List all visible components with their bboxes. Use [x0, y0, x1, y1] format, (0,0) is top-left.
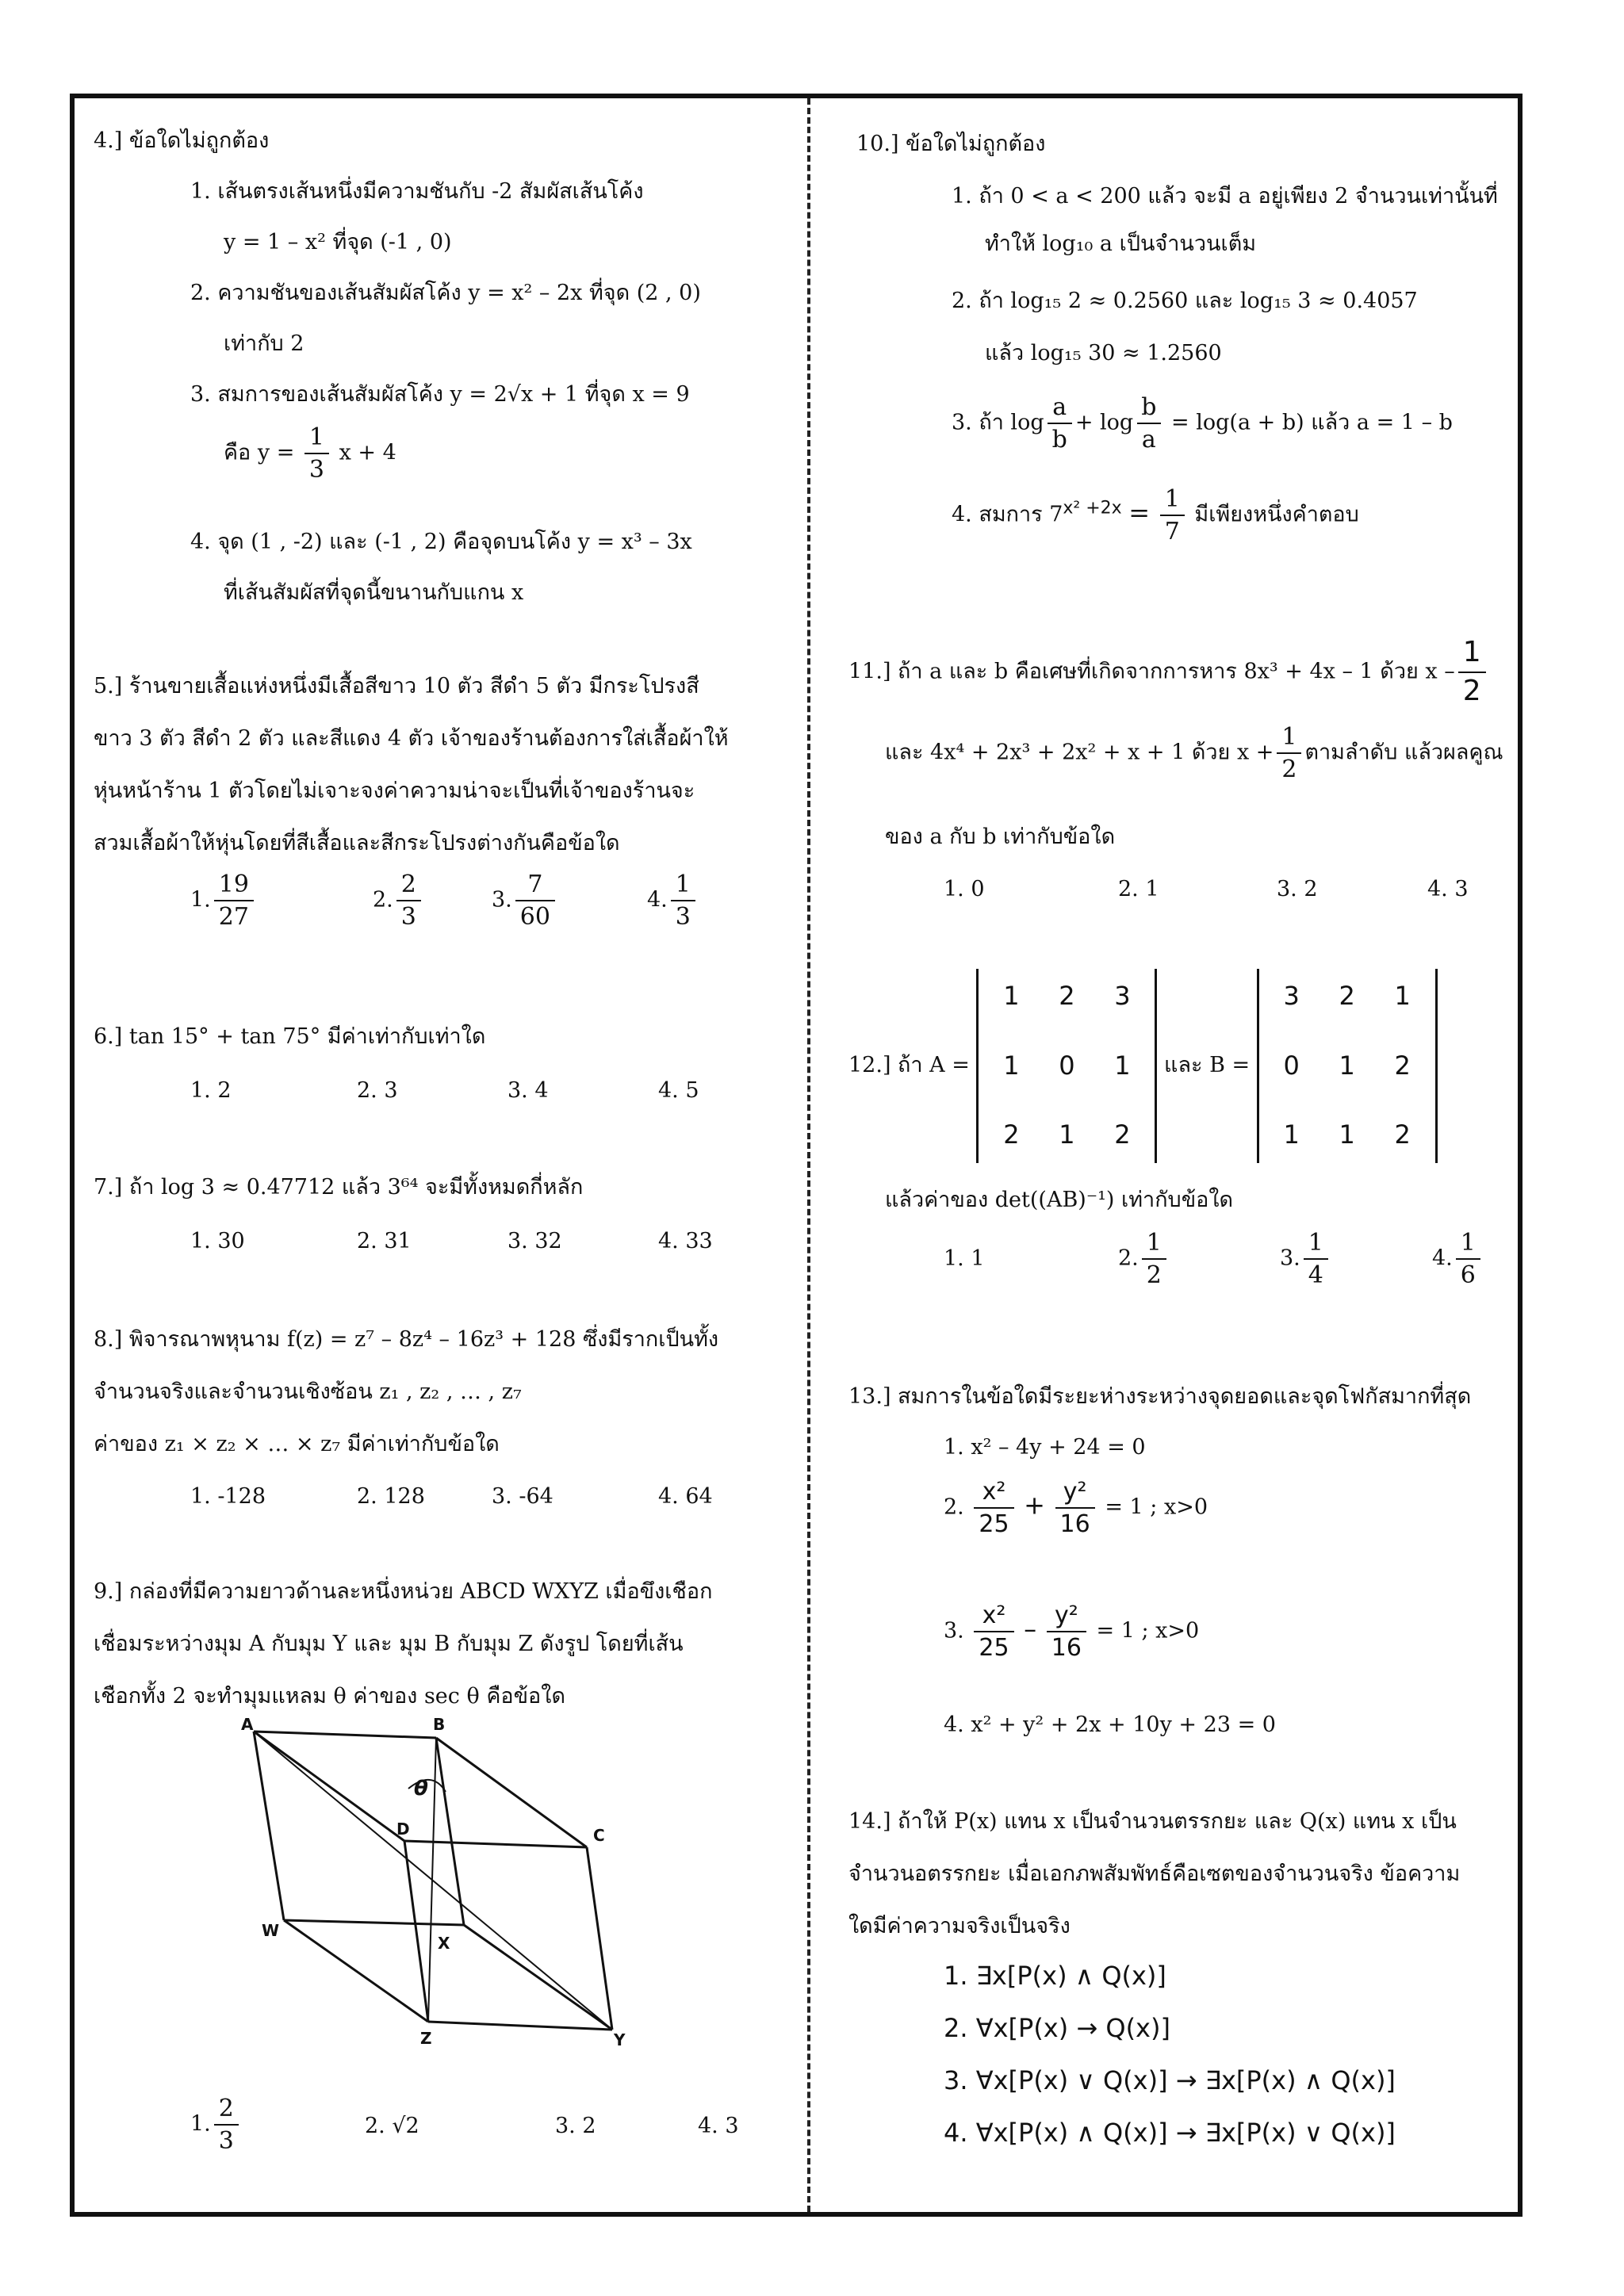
q13-option-1: 1. x² – 4y + 24 = 0 [944, 1435, 1146, 1460]
matrix-A-cell: 1 [1114, 1050, 1131, 1081]
q5-option-2 [373, 869, 424, 932]
q10-c4-pre: 4. สมการ 7 [952, 502, 1063, 527]
q6-option-3: 3. 4 [508, 1078, 549, 1103]
q11-line-3: ของ a กับ b เท่ากับข้อใด [885, 825, 1116, 849]
q14-line-1: 14.] ถ้าให้ P(x) แทน x เป็นจำนวนตรรกยะ และ Q(x) แทน x เป็น [848, 1809, 1457, 1834]
q10-choice-2: 2. ถ้า log₁₅ 2 ≈ 0.2560 และ log₁₅ 3 ≈ 0.4057 [952, 289, 1418, 313]
q4-c3-prefix: คือ y = [224, 440, 295, 465]
q11-option-4: 4. 3 [1427, 877, 1469, 901]
q5-option-1 [190, 869, 257, 932]
q9-option-4: 4. 3 [698, 2114, 739, 2138]
q11-option-2: 2. 1 [1118, 877, 1159, 901]
q14-option-4: 4. ∀x[P(x) ∧ Q(x)] → ∃x[P(x) ∨ Q(x)] [944, 2118, 1396, 2148]
q5-o2-den: 3 [396, 900, 421, 932]
q11-l1-text: 11.] ถ้า a และ b คือเศษที่เกิดจากการหาร 8x³ + 4x – 1 ด้วย x – [848, 659, 1455, 684]
q11-l1-den: 2 [1458, 672, 1486, 710]
matrix-A-cell: 2 [1003, 1119, 1020, 1150]
vertex-label-A: A [241, 1715, 254, 1734]
q9-line-3: เชือกทั้ง 2 จะทำมุมแหลม θ ค่าของ sec θ คือข้อใด [94, 1684, 565, 1709]
q8-option-2: 2. 128 [357, 1484, 425, 1509]
q4-heading: 4.] ข้อใดไม่ถูกต้อง [94, 128, 270, 153]
q5-o4-num: 1 [675, 871, 691, 898]
q12-o2-label: 2. [1118, 1246, 1139, 1271]
q5-option-4 [647, 869, 699, 932]
matrix-B-cell: 2 [1394, 1050, 1411, 1081]
q5-line-2: ขาว 3 ตัว สีดำ 2 ตัว และสีแดง 4 ตัว เจ้าของร้านต้องการใส่เสื้อผ้าให้ [94, 726, 729, 751]
q13-o3-d2: 16 [1047, 1631, 1086, 1663]
column-divider [807, 98, 810, 2212]
matrix-A-cell: 1 [1003, 981, 1020, 1011]
vertex-label-B: B [433, 1715, 446, 1734]
box-edge [404, 1841, 587, 1847]
q12-o4-frac [1456, 1227, 1480, 1291]
q8-option-1: 1. -128 [190, 1484, 266, 1509]
q10-c3-mid: + log [1074, 410, 1134, 435]
matrix-A-cell: 0 [1059, 1050, 1075, 1081]
q6-option-4: 4. 5 [658, 1078, 699, 1103]
q13-o3-d1: 25 [974, 1631, 1013, 1663]
q11-l1-frac [1458, 634, 1486, 710]
matrix-B-cell: 1 [1283, 1119, 1300, 1150]
q11-l2-frac [1277, 721, 1301, 785]
q11-option-1: 1. 0 [944, 877, 985, 901]
q10-c4-exponent: x² +2x [1063, 498, 1122, 519]
q5-line-1: 5.] ร้านขายเสื้อแห่งหนึ่งมีเสื้อสีขาว 10 ตัว สีดำ 5 ตัว มีกระโปรงสี [94, 674, 699, 698]
q10-c3-frac-2 [1136, 392, 1161, 455]
q9-line-2: เชื่อมระหว่างมุม A กับมุม Y และ มุม B กับมุม Z ดังรูป โดยที่เส้น [94, 1632, 684, 1656]
q8-option-3: 3. -64 [492, 1484, 553, 1509]
q8-line-3: ค่าของ z₁ × z₂ × … × z₇ มีค่าเท่ากับข้อใด [94, 1432, 500, 1456]
q5-o4-frac [671, 869, 695, 932]
q12-o3-num: 1 [1308, 1229, 1323, 1257]
q13-o3-n2: y² [1054, 1601, 1078, 1629]
matrix-A-cell: 1 [1059, 1119, 1075, 1150]
q7-option-3: 3. 32 [508, 1229, 562, 1253]
q9-o1-frac [214, 2093, 239, 2156]
q6-option-2: 2. 3 [357, 1078, 398, 1103]
q10-c3-f2-den: a [1137, 423, 1161, 455]
box-edge [464, 1925, 612, 2030]
q4-choice-2: 2. ความชันของเส้นสัมผัสโค้ง y = x² – 2x ที่จุด (2 , 0) [190, 281, 701, 305]
q5-o4-label: 4. [647, 887, 668, 913]
q10-choice-1-cont: ทำให้ log₁₀ a เป็นจำนวนเต็ม [985, 232, 1257, 256]
matrix-B-cell: 2 [1339, 981, 1355, 1011]
q4-c3-den: 3 [304, 453, 329, 485]
q12-o2-den: 2 [1142, 1258, 1166, 1291]
q13-o2-post: = 1 ; x>0 [1105, 1494, 1208, 1520]
box-edge [254, 1732, 404, 1841]
vertex-label-C: C [593, 1826, 605, 1845]
matrix-B-cell: 1 [1339, 1119, 1355, 1150]
q4-c3-suffix: x + 4 [339, 440, 396, 465]
q10-choice-1: 1. ถ้า 0 < a < 200 แล้ว จะมี a อยู่เพียง 2 จำนวนเท่านั้นที่ [952, 184, 1498, 209]
q12-option-4 [1432, 1227, 1484, 1291]
q10-c4-equals: = [1128, 497, 1151, 528]
vertex-label-Y: Y [614, 2030, 626, 2049]
q13-option-3 [944, 1600, 1199, 1663]
q10-c4-frac [1160, 484, 1185, 547]
q11-l2-den: 2 [1277, 752, 1301, 785]
q14-option-1: 1. ∃x[P(x) ∧ Q(x)] [944, 1961, 1166, 1991]
q12-option-1: 1. 1 [944, 1246, 985, 1271]
q13-o2-label: 2. [944, 1494, 964, 1520]
q12-option-2 [1118, 1227, 1170, 1291]
matrix-A-cell: 1 [1003, 1050, 1020, 1081]
q11-l1-num: 1 [1462, 636, 1481, 668]
q4-choice-3-cont [224, 422, 396, 485]
q14-option-3: 3. ∀x[P(x) ∨ Q(x)] → ∃x[P(x) ∧ Q(x)] [944, 2065, 1396, 2095]
q13-o3-op: – [1024, 1613, 1037, 1644]
q5-o1-den: 27 [214, 900, 254, 932]
box-edge [284, 1920, 428, 2022]
q5-o1-label: 1. [190, 887, 211, 913]
q8-line-1: 8.] พิจารณาพหุนาม f(z) = z⁷ – 8z⁴ – 16z³ + 128 ซึ่งมีรากเป็นทั้ง [94, 1327, 719, 1352]
q12-prefix: 12.] ถ้า A = [848, 1052, 970, 1077]
box-edge [428, 2022, 612, 2030]
q14-line-3: ใดมีค่าความจริงเป็นจริง [848, 1914, 1071, 1938]
matrix-B [1257, 969, 1438, 1163]
box-edge [254, 1732, 284, 1920]
q8-line-2: จำนวนจริงและจำนวนเชิงซ้อน z₁ , z₂ , … , z₇ [94, 1380, 522, 1404]
q9-line-1: 9.] กล่องที่มีความยาวด้านละหนึ่งหน่วย ABCD WXYZ เมื่อขึงเชือก [94, 1579, 713, 1604]
q5-line-3: หุ่นหน้าร้าน 1 ตัวโดยไม่เจาะจงค่าความน่าจะเป็นที่เจ้าของร้านจะ [94, 779, 695, 803]
q5-line-4: สวมเสื้อผ้าให้หุ่นโดยที่สีเสื้อและสีกระโปรงต่างกันคือข้อใด [94, 831, 620, 855]
q5-o2-num: 2 [400, 871, 416, 898]
q13-o2-frac-1 [974, 1476, 1013, 1540]
q10-choice-2-cont: แล้ว log₁₅ 30 ≈ 1.2560 [985, 341, 1222, 365]
q13-o2-frac-2 [1055, 1476, 1095, 1540]
q13-heading: 13.] สมการในข้อใดมีระยะห่างระหว่างจุดยอดและจุดโฟกัสมากที่สุด [848, 1384, 1472, 1409]
q5-o3-num: 7 [527, 871, 543, 898]
q13-o3-frac-1 [974, 1600, 1013, 1663]
q10-choice-3 [952, 392, 1453, 455]
box-edge [436, 1738, 587, 1847]
q11-l2-text: และ 4x⁴ + 2x³ + 2x² + x + 1 ด้วย x + [885, 740, 1274, 765]
q13-o2-d2: 16 [1055, 1507, 1095, 1540]
q12-o4-num: 1 [1460, 1229, 1476, 1257]
q10-c3-f1-num: a [1052, 393, 1067, 421]
q4-choice-4: 4. จุด (1 , -2) และ (-1 , 2) คือจุดบนโค้ง y = x³ – 3x [190, 530, 692, 554]
q10-c4-den: 7 [1160, 515, 1185, 547]
q4-choice-4-cont: ที่เส้นสัมผัสที่จุดนี้ขนานกับแกน x [224, 580, 524, 605]
q9-box-diagram [238, 1712, 650, 2061]
q12-o2-frac [1142, 1227, 1166, 1291]
q14-line-2: จำนวนอตรรกยะ เมื่อเอกภพสัมพัทธ์คือเซตของจำนวนจริง ข้อความ [848, 1862, 1461, 1886]
q13-option-2 [944, 1476, 1208, 1540]
q9-o1-num: 2 [218, 2095, 234, 2122]
vertex-label-X: X [438, 1934, 450, 1953]
q10-choice-4 [952, 484, 1359, 547]
q5-o1-frac [214, 869, 254, 932]
matrix-A-cell: 2 [1114, 1119, 1131, 1150]
q12-mid: และ B = [1164, 1052, 1251, 1077]
q12-o3-den: 4 [1304, 1258, 1328, 1291]
matrix-B-cell: 0 [1283, 1050, 1300, 1081]
q10-c3-f1-den: b [1048, 423, 1072, 455]
q11-line-1 [848, 634, 1489, 710]
q10-c4-num: 1 [1164, 485, 1180, 513]
q13-o2-d1: 25 [974, 1507, 1013, 1540]
q7-option-2: 2. 31 [357, 1229, 412, 1253]
q4-choice-1-cont: y = 1 – x² ที่จุด (-1 , 0) [224, 230, 452, 254]
q5-o3-den: 60 [515, 900, 555, 932]
matrix-A-cell: 2 [1059, 981, 1075, 1011]
q4-choice-1: 1. เส้นตรงเส้นหนึ่งมีความชันกับ -2 สัมผัสเส้นโค้ง [190, 179, 644, 204]
box-edge [254, 1732, 436, 1738]
box-edge [404, 1841, 428, 2022]
q13-option-4: 4. x² + y² + 2x + 10y + 23 = 0 [944, 1712, 1276, 1737]
matrix-B-cell: 3 [1283, 981, 1300, 1011]
q4-choice-3: 3. สมการของเส้นสัมผัสโค้ง y = 2√x + 1 ที่จุด x = 9 [190, 382, 690, 407]
q5-option-3 [492, 869, 558, 932]
q11-option-3: 3. 2 [1277, 877, 1318, 901]
q9-o1-label: 1. [190, 2111, 211, 2137]
vertex-label-Z: Z [420, 2029, 432, 2048]
q13-o3-post: = 1 ; x>0 [1096, 1618, 1200, 1644]
q11-l2-num: 1 [1281, 723, 1297, 751]
q13-o3-frac-2 [1047, 1600, 1086, 1663]
q9-o1-den: 3 [214, 2124, 239, 2156]
matrix-B-cell: 2 [1394, 1119, 1411, 1150]
q11-line-2 [885, 721, 1503, 785]
q7-heading: 7.] ถ้า log 3 ≈ 0.47712 แล้ว 3⁶⁴ จะมีทั้งหมดกี่หลัก [94, 1175, 584, 1200]
q9-option-3: 3. 2 [555, 2114, 596, 2138]
q5-o3-frac [515, 869, 555, 932]
q5-o2-label: 2. [373, 887, 393, 913]
q6-option-1: 1. 2 [190, 1078, 232, 1103]
q14-option-2: 2. ∀x[P(x) → Q(x)] [944, 2013, 1170, 2043]
q8-option-4: 4. 64 [658, 1484, 713, 1509]
q13-o2-n1: x² [982, 1478, 1006, 1506]
q12-line-1 [848, 969, 1438, 1163]
q5-o4-den: 3 [671, 900, 695, 932]
box-edge [587, 1847, 612, 2030]
q7-option-1: 1. 30 [190, 1229, 245, 1253]
q12-option-3 [1280, 1227, 1331, 1291]
matrix-A [976, 969, 1157, 1163]
matrix-B-cell: 1 [1394, 981, 1411, 1011]
q12-o3-frac [1304, 1227, 1328, 1291]
string-A-Y [254, 1732, 612, 2030]
q12-o2-num: 1 [1146, 1229, 1162, 1257]
q13-o3-n1: x² [982, 1601, 1006, 1629]
matrix-B-cell: 1 [1339, 1050, 1355, 1081]
box-edge [284, 1920, 464, 1925]
vertex-label-D: D [396, 1820, 410, 1839]
q10-c4-post: มีเพียงหนึ่งคำตอบ [1194, 502, 1359, 527]
q4-c3-fraction [304, 422, 329, 485]
q7-option-4: 4. 33 [658, 1229, 713, 1253]
q12-o3-label: 3. [1280, 1246, 1300, 1271]
q10-heading: 10.] ข้อใดไม่ถูกต้อง [856, 132, 1046, 156]
q12-o4-label: 4. [1432, 1246, 1453, 1271]
q12-line-2: แล้วค่าของ det((AB)⁻¹) เท่ากับข้อใด [885, 1188, 1234, 1212]
q13-o2-n2: y² [1063, 1478, 1087, 1506]
q10-c3-frac-1 [1048, 392, 1072, 455]
q4-c3-num: 1 [308, 423, 325, 451]
q6-heading: 6.] tan 15° + tan 75° มีค่าเท่ากับเท่าใด [94, 1024, 486, 1049]
vertex-label-W: W [262, 1921, 280, 1940]
q12-o4-den: 6 [1456, 1258, 1480, 1291]
q5-o2-frac [396, 869, 421, 932]
q13-o2-op: + [1024, 1490, 1045, 1521]
q10-c3-f2-num: b [1141, 393, 1157, 421]
q10-c3-pre: 3. ถ้า log [952, 410, 1044, 435]
q10-c3-post: = log(a + b) แล้ว a = 1 – b [1171, 410, 1453, 435]
q5-o1-num: 19 [218, 871, 249, 898]
theta-label: θ [414, 1777, 428, 1800]
q11-l2-post: ตามลำดับ แล้วผลคูณ [1304, 740, 1503, 765]
q5-o3-label: 3. [492, 887, 512, 913]
matrix-A-cell: 3 [1114, 981, 1131, 1011]
q4-choice-2-cont: เท่ากับ 2 [224, 331, 304, 356]
q9-option-1 [190, 2093, 242, 2156]
box-edge [436, 1738, 464, 1925]
q13-o3-label: 3. [944, 1618, 964, 1644]
q9-option-2: 2. √2 [365, 2114, 419, 2138]
